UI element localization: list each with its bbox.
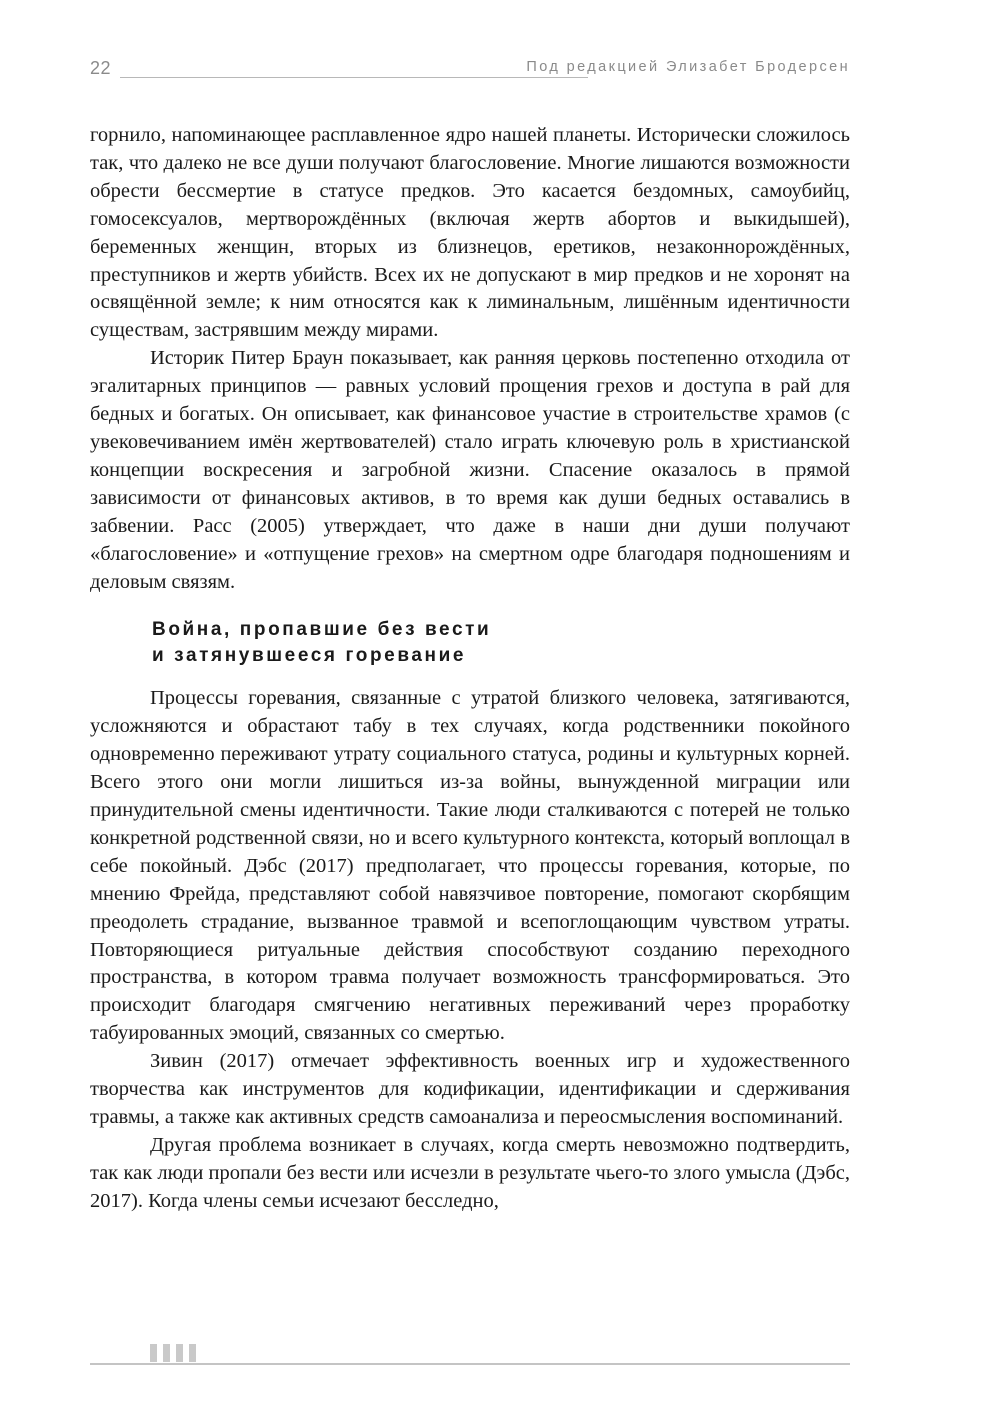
footer-decoration xyxy=(150,1344,202,1362)
footer-rule xyxy=(90,1363,850,1365)
page-footer xyxy=(90,1344,850,1368)
footer-mark xyxy=(150,1344,157,1362)
page-number: 22 xyxy=(90,58,112,78)
paragraph-missing-persons: Другая проблема возникает в случаях, когда смерть невозможно подтвердить, так как люди пропали без вести или исчезли в результате чьего-то злого умысла (Дэбс, 2017). Когда члены семьи исчезают бесследно, xyxy=(90,1133,850,1212)
page-header xyxy=(90,58,850,88)
paragraph-continuation: горнило, напоминающее расплавленное ядро нашей планеты. Исторически сложилось так, что далеко не все души получают благословение. Многие лишаются возможности обрести бессмертие в статусе предков. Это касается бездомных, самоубийц, гомосексуалов, мертворождённых (включая жертв абортов и выкидышей), беременных женщин, вторых из близнецов, еретиков, незаконнорождённых, преступников и жертв убийств. Всех их не допускают в мир предков и не хоронят на освящённой земле; к ним относятся как к лиминальным, лишённым идентичности существам, застрявшим между мирами. xyxy=(90,124,850,342)
body-text xyxy=(90,122,850,1216)
running-title: Под редакцией Элизабет Бродерсен xyxy=(526,59,850,75)
section-heading-line-1: Война, пропавшие без вести xyxy=(152,619,492,641)
footer-mark xyxy=(163,1344,170,1362)
paragraph-grieving-processes: Процессы горевания, связанные с утратой близкого человека, затягиваются, усложняются и обрастают табу в тех случаях, когда родственники покойного одновременно переживают утрату социального статуса, родины и культурных корней. Всего этого они могли лишиться из-за войны, вынужденной миграции или принудительной смены идентичности. Такие люди сталкиваются с потерей не только конкретной родственной связи, но и всего культурного контекста, который воплощал в себе покойный. Дэбс (2017) предполагает, что процессы горевания, которые, по мнению Фрейда, представляют собой навязчивое повторение, помогают скорбящим преодолеть страдание, вызванное травмой и всепоглощающим чувством утраты. Повторяющиеся ритуальные действия способствуют созданию переходного пространства, в котором травма получает возможность трансформироваться. Это происходит благодаря смягчению негативных переживаний через проработку табуированных эмоций, связанных со смертью. xyxy=(90,687,850,1045)
paragraph-peter-brown: Историк Питер Браун показывает, как ранняя церковь постепенно отходила от эгалитарных принципов — равных условий прощения грехов и доступа в рай для бедных и богатых. Он описывает, как финансовое участие в строительстве храмов (с увековечиванием имён жертвователей) стало играть ключевую роль в христианской концепции воскресения и загробной жизни. Спасение оказалось в прямой зависимости от финансовых активов, в то время как души бедных оставались в забвении. Расс (2005) утверждает, что даже в наши дни души получают «благословение» и «отпущение грехов» на смертном одре благодаря подношениям и деловым связям. xyxy=(90,347,850,593)
header-rule xyxy=(120,77,588,78)
section-heading xyxy=(152,617,850,669)
paragraph-zivin: Зивин (2017) отмечает эффективность военных игр и художественного творчества как инструментов для кодификации, идентификации и сдерживания травмы, а также как активных средств самоанализа и переосмысления воспоминаний. xyxy=(90,1050,850,1128)
footer-mark xyxy=(189,1344,196,1362)
section-heading-line-2: и затянувшееся горевание xyxy=(152,645,467,667)
footer-mark xyxy=(176,1344,183,1362)
